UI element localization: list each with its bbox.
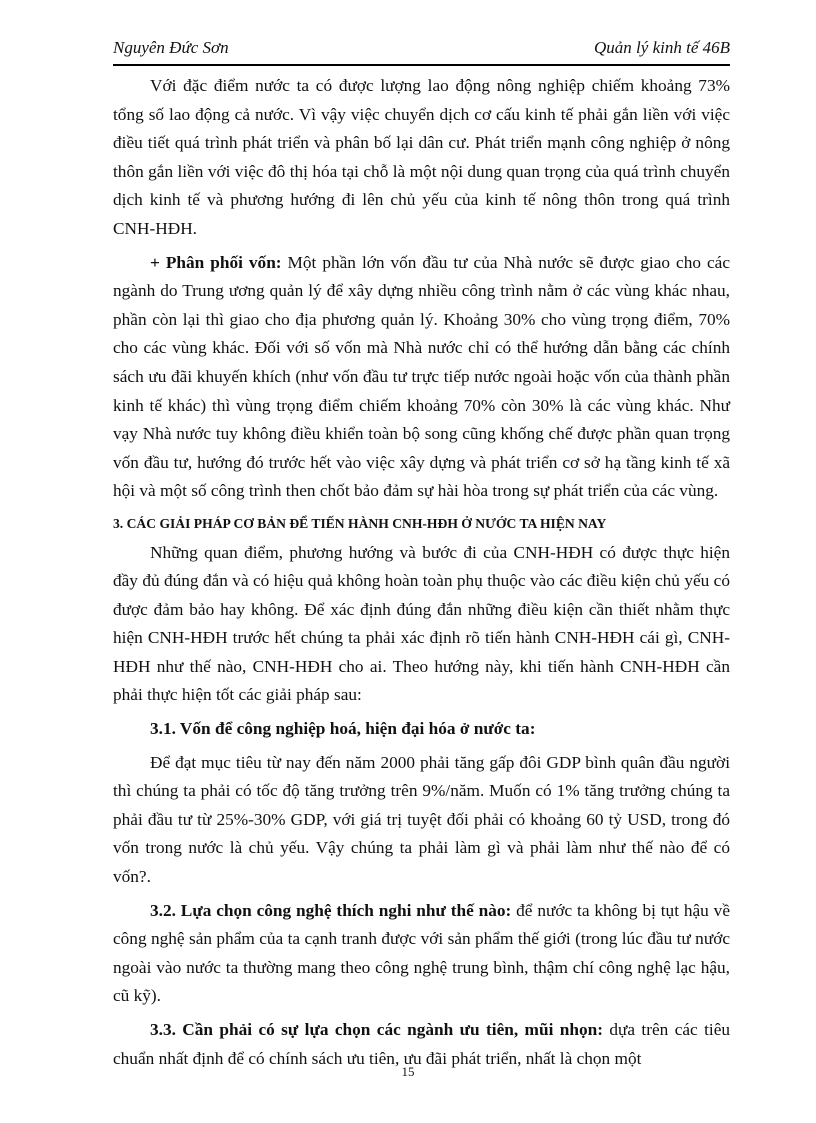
subsection-3-2-text: để nước ta không bị tụt hậu về công nghệ sản phẩm của ta cạnh tranh được với sản phẩm thế giới (trong lúc đầu tư nước ngoài vào nước ta thường mang theo công nghệ trung bình, thậm chí công nghệ lạc hậu, cũ kỹ). bbox=[113, 900, 730, 1006]
header-author: Nguyên Đức Sơn bbox=[113, 38, 229, 57]
paragraph-3-2 bbox=[113, 897, 730, 1011]
paragraph-3-1: Để đạt mục tiêu từ nay đến năm 2000 phải tăng gấp đôi GDP bình quân đầu người thì chúng ta phải có tốc độ tăng trưởng trên 9%/năm. Muốn có 1% tăng trưởng chúng ta phải đầu tư từ 25%-30% GDP, với giá trị tuyệt đối phải có khoảng 60 tỷ USD, trong đó vốn trong nước là chủ yếu. Vậy chúng ta phải làm gì và phải làm như thế nào để có vốn?. bbox=[113, 752, 730, 887]
subsection-3-3-text: dựa trên các tiêu chuẩn nhất định để có chính sách ưu tiên, ưu đãi phát triển, nhất là chọn một bbox=[113, 1020, 730, 1068]
document-body bbox=[113, 72, 730, 1073]
paragraph-section-3-intro: Những quan điểm, phương hướng và bước đi của CNH-HĐH có được thực hiện đầy đủ đúng đắn và có hiệu quả không hoàn toàn phụ thuộc vào các điều kiện chủ yếu có được đảm bảo hay không. Để xác định đúng đắn những điều kiện cần thiết nhằm thực hiện CNH-HĐH trước hết chúng ta phải xác định rõ tiến hành CNH-HĐH cái gì, CNH-HĐH như thế nào, CNH-HĐH cho ai. Theo hướng này, khi tiến hành CNH-HĐH cần phải thực hiện tốt các giải pháp sau: bbox=[113, 542, 730, 705]
page-number: 15 bbox=[401, 1064, 415, 1079]
subsection-3-2-heading: 3.2. Lựa chọn công nghệ thích nghi như thế nào: bbox=[150, 900, 512, 920]
page-header bbox=[113, 30, 730, 66]
capital-distribution-heading: + Phân phối vốn: bbox=[150, 252, 282, 272]
subsection-3-3-heading: 3.3. Cần phải có sự lựa chọn các ngành ưu tiên, mũi nhọn: bbox=[150, 1020, 603, 1039]
header-course: Quản lý kinh tế 46B bbox=[594, 38, 730, 57]
subsection-3-1-heading: 3.1. Vốn để công nghiệp hoá, hiện đại hóa ở nước ta: bbox=[150, 719, 536, 739]
capital-distribution-text: Một phần lớn vốn đầu tư của Nhà nước sẽ được giao cho các ngành do Trung ương quản lý để xây dựng nhiều công trình nằm ở các vùng khác nhau, phần còn lại thì giao cho địa phương quản lý. Khoảng 30% cho vùng trọng điểm, 70% cho các vùng khác. Đối với số vốn mà Nhà nước chỉ có thể hướng dẫn bằng các chính sách ưu đãi khuyến khích (như vốn đầu tư trực tiếp nước ngoài hoặc vốn của thành phần kinh tế khác) thì vùng trọng điểm chiếm khoảng 70% còn 30% là các vùng khác. Như vạy Nhà nước tuy không điều khiển toàn bộ song cũng khống chế được phần quan trọng vốn đầu tư, hướng đó trước hết vào việc xây dựng và phát triển cơ sở hạ tầng kinh tế xã hội và một số công trình then chốt bảo đảm sự hài hòa trong sự phát triển của các vùng. bbox=[113, 252, 730, 501]
paragraph-1: Với đặc điểm nước ta có được lượng lao động nông nghiệp chiếm khoảng 73% tổng số lao động cả nước. Vì vậy việc chuyển dịch cơ cấu kinh tế phải gắn liền với việc điều tiết quá trình phát triển và phân bố lại dân cư. Phát triển mạnh công nghiệp ở nông thôn gắn liền với việc đô thị hóa tại chỗ là một nội dung quan trọng của quá trình chuyển dịch kinh tế và phương hướng đi lên chủ yếu của kinh tế nông thôn trong quá trình CNH-HĐH. bbox=[113, 76, 730, 238]
section-3-heading: 3. CÁC GIẢI PHÁP CƠ BẢN ĐỂ TIẾN HÀNH CNH-HĐH Ở NƯỚC TA HIỆN NAY bbox=[113, 515, 607, 531]
paragraph-capital-distribution bbox=[113, 249, 730, 506]
